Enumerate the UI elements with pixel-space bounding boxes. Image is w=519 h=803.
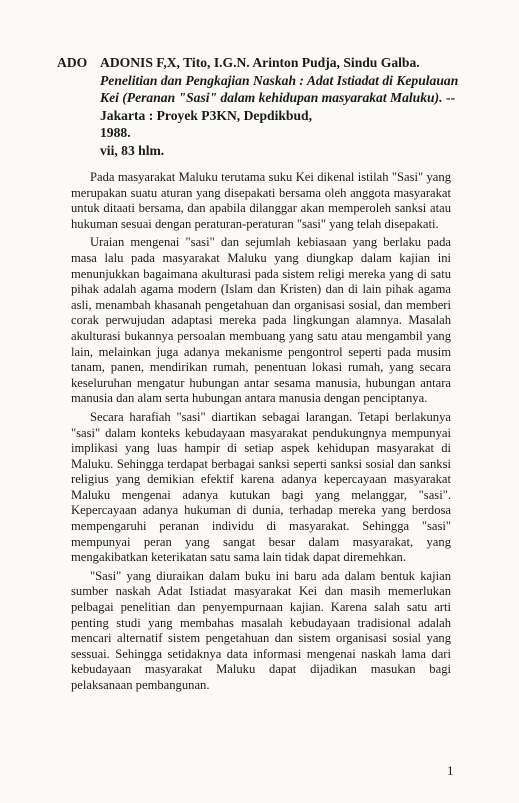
paragraph: "Sasi" yang diuraikan dalam buku ini baru ada dalam bentuk kajian sumber naskah Adat Istiadat masyarakat Kei dan masih memerlukan pelbagai penelitian dan penyempurnaan kajian. Karena salah satu arti penting studi yang membahas masalah kebudayaan tradisional adalah mencari alternatif sistem pengetahuan dan sistem organisasi sosial yang sessuai. Sehingga setidaknya data informasi mengenai naskah lama dari kebudayaan masyarakat Maluku dapat dijadikan masukan bagi pelaksanaan pembangunan. — [71, 568, 451, 692]
entry-code: ADO — [57, 55, 88, 70]
entry-publisher: -- Jakarta : Proyek P3KN, Depdikbud, — [100, 90, 455, 123]
abstract-body — [71, 170, 451, 697]
entry-authors: ADONIS F,X, Tito, I.G.N. Arinton Pudja, Sindu Galba. — [100, 55, 420, 70]
entry-pages: vii, 83 hlm. — [100, 142, 165, 158]
paragraph: Pada masyarakat Maluku terutama suku Kei dikenal istilah "Sasi" yang merupakan suatu aturan yang disepakati bersama oleh anggota masyarakat untuk ditaati bersama, dan apabila dilanggar akan memperoleh sanksi atau hukuman sesuai dengan peraturan-peraturan "sasi" yang telah disepakati. — [71, 170, 451, 231]
entry-year: 1988. — [100, 125, 131, 140]
entry-title: Penelitian dan Pengkajian Naskah : Adat Istiadat di Kepulauan Kei (Peranan "Sasi" dalam kehidupan masyarakat Maluku). — [100, 72, 459, 105]
citation — [100, 54, 467, 159]
paragraph: Secara harafiah "sasi" diartikan sebagai larangan. Tetapi berlakunya "sasi" dalam konteks kebudayaan masyarakat pendukungnya mempunyai implikasi yang luas hampir di setiap aspek kehidupan masyarakat di Maluku. Sehingga terdapat berbagai sanksi seperti sanksi sosial dan sanksi religius yang demikian efektif karena adanya kepercayaan masyarakat Maluku mengenai adanya kutukan bagi yang melanggar, "sasi". Kepercayaan adanya hukuman di dunia, terhadap mereka yang berdosa mempengaruhi peranan individu di masyarakat. Sehingga "sasi" mempunyai peran yang sangat besar dalam masyarakat, yang mengakibatkan keterikatan satu sama lain tidak dapat diremehkan. — [71, 409, 451, 565]
bibliographic-entry — [57, 54, 467, 159]
page-number: 1 — [447, 763, 454, 778]
paragraph: Uraian mengenai "sasi" dan sejumlah kebiasaan yang berlaku pada masa lalu pada masyarakat Maluku yang diungkap dalam kajian ini menunjukkan bagaimana akulturasi pada sistem religi mereka yang di satu pihak adalah agama modern (Islam dan Kristen) dan di lain pihak agama asli, menambah khasanah pengetahuan dan organisasi sosial, dan memberi corak perwujudan adaptasi mereka pada lingkungan alamnya. Masalah akulturasi bukannya persoalan membuang yang satu atau mengambil yang lain, melainkan juga adanya mekanisme pengontrol seperti pada musim tanam, panen, mendirikan rumah, penentuan lokasi rumah, yang secara keseluruhan mengatur hubungan antar sesama manusia, hubungan antara manusia dan alam serta hubungan antara manusia dengan penciptanya. — [71, 235, 451, 406]
